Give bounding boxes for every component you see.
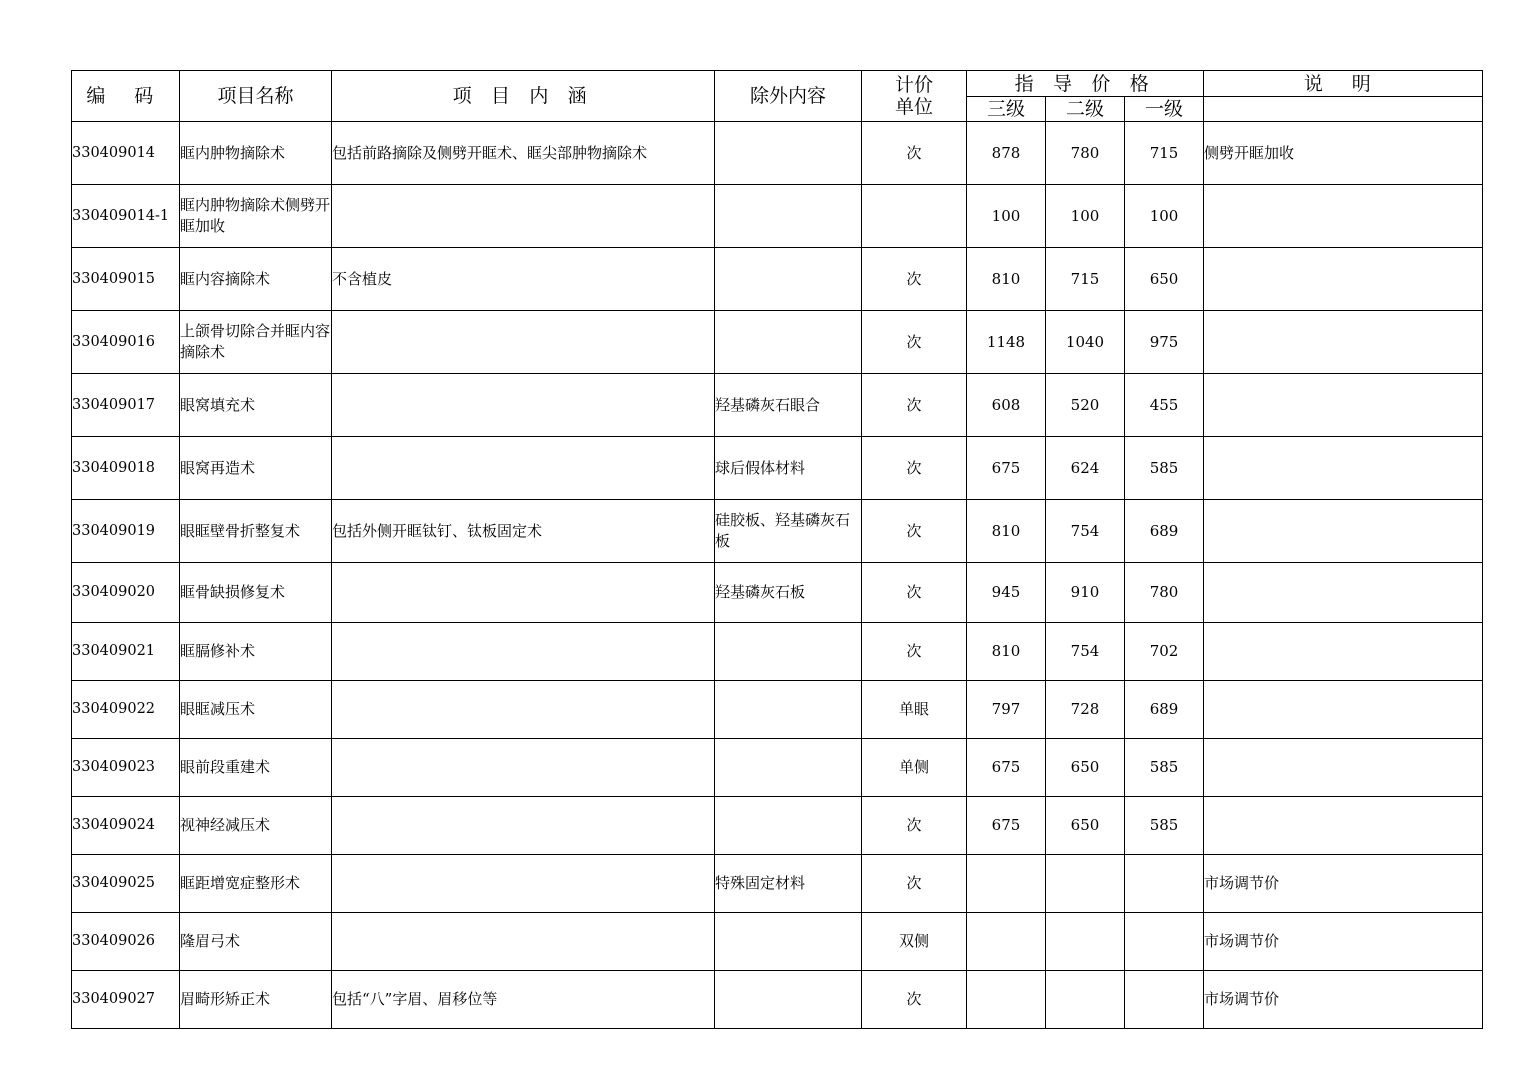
header-note: 说 明 bbox=[1204, 71, 1483, 97]
cell-price-level1: 975 bbox=[1125, 311, 1204, 374]
table-row bbox=[72, 311, 1483, 374]
cell-unit: 次 bbox=[862, 563, 967, 623]
cell-code: 330409014 bbox=[72, 122, 180, 185]
cell-exclusion bbox=[715, 311, 862, 374]
cell-code: 330409021 bbox=[72, 623, 180, 681]
table-row bbox=[72, 248, 1483, 311]
cell-code: 330409020 bbox=[72, 563, 180, 623]
cell-name: 眉畸形矫正术 bbox=[180, 971, 332, 1029]
cell-name: 眶膈修补术 bbox=[180, 623, 332, 681]
cell-code: 330409017 bbox=[72, 374, 180, 437]
cell-price-level2: 1040 bbox=[1046, 311, 1125, 374]
cell-price-level1 bbox=[1125, 913, 1204, 971]
cell-price-level3 bbox=[967, 913, 1046, 971]
cell-price-level1: 689 bbox=[1125, 500, 1204, 563]
cell-unit: 单侧 bbox=[862, 739, 967, 797]
cell-price-level3: 608 bbox=[967, 374, 1046, 437]
cell-price-level1 bbox=[1125, 971, 1204, 1029]
cell-exclusion bbox=[715, 185, 862, 248]
cell-unit: 次 bbox=[862, 971, 967, 1029]
cell-note bbox=[1204, 563, 1483, 623]
cell-note bbox=[1204, 681, 1483, 739]
cell-code: 330409016 bbox=[72, 311, 180, 374]
cell-price-level1: 585 bbox=[1125, 437, 1204, 500]
table-row bbox=[72, 739, 1483, 797]
cell-note bbox=[1204, 374, 1483, 437]
cell-name: 眶内肿物摘除术 bbox=[180, 122, 332, 185]
header-exclusion: 除外内容 bbox=[715, 71, 862, 122]
cell-name: 眼前段重建术 bbox=[180, 739, 332, 797]
cell-price-level2: 650 bbox=[1046, 797, 1125, 855]
cell-exclusion bbox=[715, 122, 862, 185]
header-code: 编 码 bbox=[72, 71, 180, 122]
cell-code: 330409026 bbox=[72, 913, 180, 971]
cell-name: 眶距增宽症整形术 bbox=[180, 855, 332, 913]
cell-unit: 次 bbox=[862, 797, 967, 855]
cell-price-level1: 650 bbox=[1125, 248, 1204, 311]
cell-note: 侧劈开眶加收 bbox=[1204, 122, 1483, 185]
cell-price-level2: 754 bbox=[1046, 500, 1125, 563]
table-row bbox=[72, 623, 1483, 681]
cell-name: 眶内容摘除术 bbox=[180, 248, 332, 311]
price-table bbox=[71, 70, 1483, 1029]
header-level2: 二级 bbox=[1046, 97, 1125, 122]
cell-content bbox=[332, 623, 715, 681]
cell-price-level2: 780 bbox=[1046, 122, 1125, 185]
cell-price-level2: 520 bbox=[1046, 374, 1125, 437]
cell-price-level3: 1148 bbox=[967, 311, 1046, 374]
cell-price-level3: 797 bbox=[967, 681, 1046, 739]
cell-code: 330409024 bbox=[72, 797, 180, 855]
cell-name: 隆眉弓术 bbox=[180, 913, 332, 971]
header-note-blank bbox=[1204, 97, 1483, 122]
cell-price-level3: 675 bbox=[967, 797, 1046, 855]
cell-price-level1: 689 bbox=[1125, 681, 1204, 739]
cell-unit: 次 bbox=[862, 623, 967, 681]
cell-price-level2: 715 bbox=[1046, 248, 1125, 311]
cell-content bbox=[332, 374, 715, 437]
cell-exclusion: 球后假体材料 bbox=[715, 437, 862, 500]
header-content: 项 目 内 涵 bbox=[332, 71, 715, 122]
cell-price-level1: 585 bbox=[1125, 739, 1204, 797]
cell-exclusion bbox=[715, 739, 862, 797]
table-row bbox=[72, 855, 1483, 913]
table-row bbox=[72, 374, 1483, 437]
cell-price-level1: 455 bbox=[1125, 374, 1204, 437]
cell-exclusion bbox=[715, 913, 862, 971]
cell-content bbox=[332, 797, 715, 855]
cell-code: 330409027 bbox=[72, 971, 180, 1029]
cell-exclusion bbox=[715, 248, 862, 311]
cell-exclusion bbox=[715, 797, 862, 855]
cell-exclusion: 羟基磷灰石板 bbox=[715, 563, 862, 623]
cell-unit: 次 bbox=[862, 374, 967, 437]
table-row bbox=[72, 971, 1483, 1029]
cell-note bbox=[1204, 185, 1483, 248]
cell-unit: 次 bbox=[862, 311, 967, 374]
cell-unit: 次 bbox=[862, 500, 967, 563]
cell-content bbox=[332, 185, 715, 248]
table-row bbox=[72, 797, 1483, 855]
cell-price-level2: 650 bbox=[1046, 739, 1125, 797]
cell-code: 330409022 bbox=[72, 681, 180, 739]
table-row bbox=[72, 185, 1483, 248]
cell-price-level1: 702 bbox=[1125, 623, 1204, 681]
cell-price-level2: 754 bbox=[1046, 623, 1125, 681]
cell-name: 眼窝再造术 bbox=[180, 437, 332, 500]
cell-note bbox=[1204, 500, 1483, 563]
cell-unit bbox=[862, 185, 967, 248]
cell-note bbox=[1204, 248, 1483, 311]
header-level1: 一级 bbox=[1125, 97, 1204, 122]
cell-exclusion bbox=[715, 623, 862, 681]
cell-content bbox=[332, 563, 715, 623]
cell-note bbox=[1204, 797, 1483, 855]
cell-content: 包括“八”字眉、眉移位等 bbox=[332, 971, 715, 1029]
cell-price-level3: 810 bbox=[967, 500, 1046, 563]
cell-content: 包括前路摘除及侧劈开眶术、眶尖部肿物摘除术 bbox=[332, 122, 715, 185]
cell-price-level2 bbox=[1046, 855, 1125, 913]
header-level3: 三级 bbox=[967, 97, 1046, 122]
cell-name: 眶内肿物摘除术侧劈开眶加收 bbox=[180, 185, 332, 248]
table-row bbox=[72, 437, 1483, 500]
cell-code: 330409025 bbox=[72, 855, 180, 913]
table-row bbox=[72, 563, 1483, 623]
cell-price-level1 bbox=[1125, 855, 1204, 913]
cell-exclusion bbox=[715, 681, 862, 739]
cell-price-level3 bbox=[967, 855, 1046, 913]
cell-content bbox=[332, 739, 715, 797]
cell-note bbox=[1204, 739, 1483, 797]
cell-exclusion: 特殊固定材料 bbox=[715, 855, 862, 913]
table-row bbox=[72, 122, 1483, 185]
cell-content: 包括外侧开眶钛钉、钛板固定术 bbox=[332, 500, 715, 563]
header-unit: 计价 单位 bbox=[862, 71, 967, 122]
cell-note: 市场调节价 bbox=[1204, 855, 1483, 913]
cell-unit: 次 bbox=[862, 248, 967, 311]
table-body bbox=[72, 122, 1483, 1029]
cell-name: 眼眶减压术 bbox=[180, 681, 332, 739]
table-row bbox=[72, 500, 1483, 563]
cell-note: 市场调节价 bbox=[1204, 971, 1483, 1029]
header-name: 项目名称 bbox=[180, 71, 332, 122]
cell-price-level2 bbox=[1046, 971, 1125, 1029]
cell-unit: 双侧 bbox=[862, 913, 967, 971]
cell-content bbox=[332, 311, 715, 374]
cell-code: 330409015 bbox=[72, 248, 180, 311]
cell-price-level1: 715 bbox=[1125, 122, 1204, 185]
cell-unit: 次 bbox=[862, 437, 967, 500]
cell-price-level2: 910 bbox=[1046, 563, 1125, 623]
cell-price-level3 bbox=[967, 971, 1046, 1029]
cell-price-level3: 675 bbox=[967, 739, 1046, 797]
cell-content bbox=[332, 913, 715, 971]
cell-unit: 次 bbox=[862, 855, 967, 913]
cell-code: 330409014-1 bbox=[72, 185, 180, 248]
cell-name: 上颌骨切除合并眶内容摘除术 bbox=[180, 311, 332, 374]
cell-price-level3: 810 bbox=[967, 623, 1046, 681]
cell-content bbox=[332, 855, 715, 913]
cell-price-level3: 675 bbox=[967, 437, 1046, 500]
cell-name: 眶骨缺损修复术 bbox=[180, 563, 332, 623]
cell-name: 视神经减压术 bbox=[180, 797, 332, 855]
cell-unit: 次 bbox=[862, 122, 967, 185]
cell-exclusion bbox=[715, 971, 862, 1029]
cell-exclusion: 硅胶板、羟基磷灰石板 bbox=[715, 500, 862, 563]
table-row bbox=[72, 913, 1483, 971]
cell-code: 330409018 bbox=[72, 437, 180, 500]
cell-name: 眼窝填充术 bbox=[180, 374, 332, 437]
cell-price-level2: 100 bbox=[1046, 185, 1125, 248]
cell-price-level2: 624 bbox=[1046, 437, 1125, 500]
cell-note bbox=[1204, 311, 1483, 374]
cell-note bbox=[1204, 623, 1483, 681]
cell-code: 330409023 bbox=[72, 739, 180, 797]
cell-content bbox=[332, 437, 715, 500]
header-price-group: 指 导 价 格 bbox=[967, 71, 1204, 97]
cell-price-level3: 100 bbox=[967, 185, 1046, 248]
cell-exclusion: 羟基磷灰石眼合 bbox=[715, 374, 862, 437]
cell-price-level3: 945 bbox=[967, 563, 1046, 623]
cell-content: 不含植皮 bbox=[332, 248, 715, 311]
cell-price-level2: 728 bbox=[1046, 681, 1125, 739]
cell-name: 眼眶壁骨折整复术 bbox=[180, 500, 332, 563]
cell-content bbox=[332, 681, 715, 739]
cell-price-level1: 585 bbox=[1125, 797, 1204, 855]
cell-price-level3: 878 bbox=[967, 122, 1046, 185]
cell-code: 330409019 bbox=[72, 500, 180, 563]
cell-note bbox=[1204, 437, 1483, 500]
cell-price-level1: 100 bbox=[1125, 185, 1204, 248]
cell-price-level2 bbox=[1046, 913, 1125, 971]
cell-price-level1: 780 bbox=[1125, 563, 1204, 623]
cell-unit: 单眼 bbox=[862, 681, 967, 739]
cell-note: 市场调节价 bbox=[1204, 913, 1483, 971]
table-row bbox=[72, 681, 1483, 739]
cell-price-level3: 810 bbox=[967, 248, 1046, 311]
